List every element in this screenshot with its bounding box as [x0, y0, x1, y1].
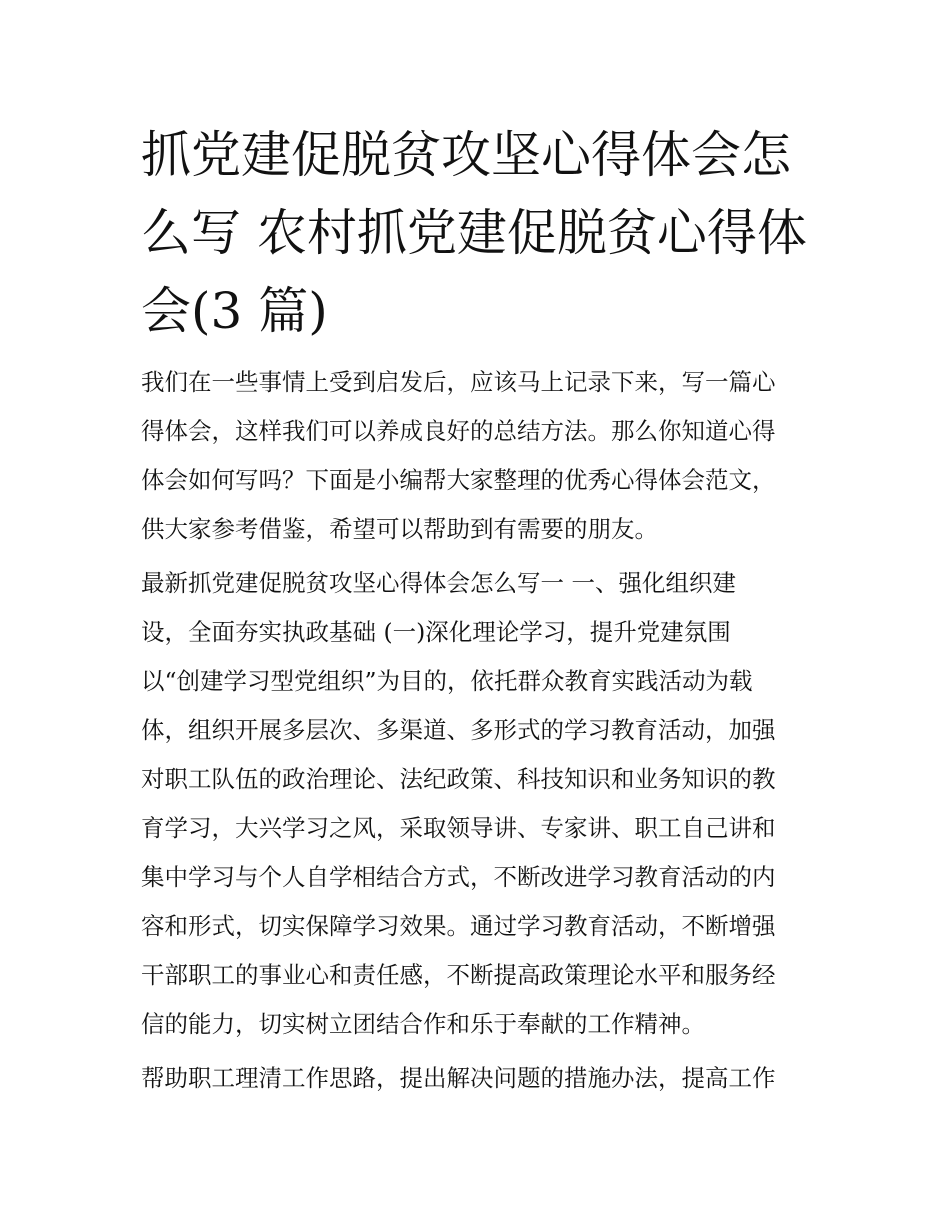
title-line: 么写 农村抓党建促脱贫心得体 — [141, 204, 807, 262]
text-line: 信的能力，切实树立团结合作和乐于奉献的工作精神。 — [141, 1010, 705, 1038]
text-line: 体，组织开展多层次、多渠道、多形式的学习教育活动，加强 — [141, 716, 776, 744]
title-line: 抓党建促脱贫攻坚心得体会怎 — [141, 126, 791, 184]
title-line: 会(3 篇) — [141, 282, 328, 340]
intro-paragraph — [141, 358, 821, 554]
document-body — [141, 358, 821, 1108]
text-line: 供大家参考借鉴，希望可以帮助到有需要的朋友。 — [141, 515, 658, 543]
text-line: 我们在一些事情上受到启发后，应该马上记录下来，写一篇心 — [141, 368, 776, 396]
text-line: 最新抓党建促脱贫攻坚心得体会怎么写一 一、强化组织建 — [141, 569, 736, 597]
text-line: 集中学习与个人自学相结合方式，不断改进学习教育活动的内 — [141, 863, 776, 891]
text-line: 育学习，大兴学习之风，采取领导讲、专家讲、职工自己讲和 — [141, 814, 776, 842]
text-line: 干部职工的事业心和责任感，不断提高政策理论水平和服务经 — [141, 961, 776, 989]
text-line: 容和形式，切实保障学习效果。通过学习教育活动，不断增强 — [141, 912, 776, 940]
text-line: 设，全面夯实执政基础 (一)深化理论学习，提升党建氛围 — [141, 618, 731, 646]
text-line: 体会如何写吗？下面是小编帮大家整理的优秀心得体会范文， — [141, 466, 776, 494]
text-line: 得体会，这样我们可以养成良好的总结方法。那么你知道心得 — [141, 417, 776, 445]
text-line: 以“创建学习型党组织”为目的，依托群众教育实践活动为载 — [141, 667, 753, 695]
document-title — [141, 116, 821, 350]
text-line: 对职工队伍的政治理论、法纪政策、科技知识和业务知识的教 — [141, 765, 776, 793]
body-paragraph — [141, 559, 821, 1049]
text-line: 帮助职工理清工作思路，提出解决问题的措施办法，提高工作 — [141, 1064, 776, 1092]
body-paragraph — [141, 1054, 821, 1103]
